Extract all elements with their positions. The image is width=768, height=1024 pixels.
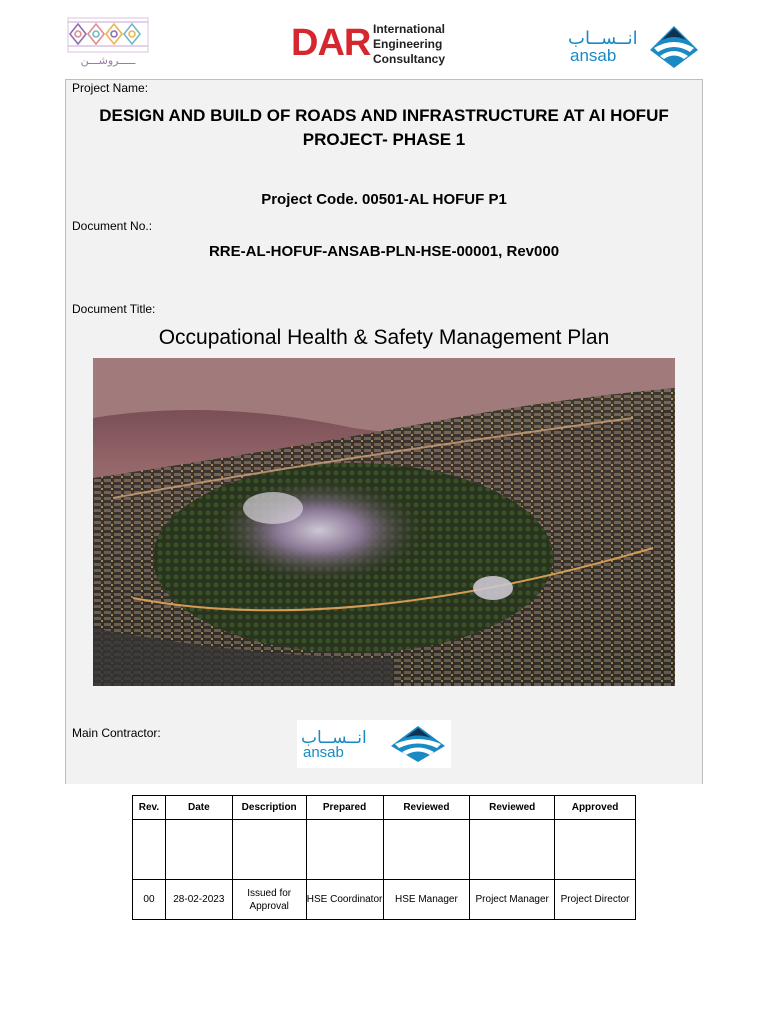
ansab-wave-icon xyxy=(389,724,447,764)
project-name-line2: PROJECT- PHASE 1 xyxy=(302,130,466,149)
column-header-approved: Approved xyxy=(555,796,636,820)
cell-prepared: HSE Coordinator xyxy=(306,880,383,920)
revision-table xyxy=(132,795,636,920)
project-code: Project Code. 00501-AL HOFUF P1 xyxy=(261,191,507,208)
dar-logo-word: DAR xyxy=(291,22,371,64)
cell-rev: 00 xyxy=(133,880,166,920)
column-header-reviewed: Reviewed xyxy=(383,796,470,820)
contractor-logo-english: ansab xyxy=(303,744,344,761)
ansab-wave-icon xyxy=(648,24,700,70)
aerial-city-image xyxy=(93,358,675,686)
document-title-label: Document Title: xyxy=(72,302,156,316)
document-header xyxy=(0,14,768,74)
column-header-rev: Rev. xyxy=(133,796,166,820)
ansab-logo-english: ansab xyxy=(570,46,617,65)
table-row-empty xyxy=(133,820,636,880)
main-contractor-label: Main Contractor: xyxy=(72,726,161,740)
aerial-city-rendering xyxy=(93,358,675,686)
project-name-label: Project Name: xyxy=(72,81,149,95)
document-no-label: Document No.: xyxy=(72,219,153,233)
project-name-line1: DESIGN AND BUILD OF ROADS AND INFRASTRUCTURE AT Al HOFUF xyxy=(99,106,669,125)
table-row xyxy=(133,880,636,920)
cell-reviewed-2: Project Manager xyxy=(470,880,555,920)
column-header-prepared: Prepared xyxy=(306,796,383,820)
main-contractor-logo xyxy=(297,720,451,768)
column-header-reviewed-2: Reviewed xyxy=(470,796,555,820)
contractor-logo-arabic: انــســاب xyxy=(301,728,367,748)
column-header-date: Date xyxy=(165,796,232,820)
roshn-pattern-icon xyxy=(66,16,150,54)
column-header-description: Description xyxy=(232,796,306,820)
roshn-logo xyxy=(66,16,150,68)
revision-table-header xyxy=(133,796,636,820)
roshn-logo-text: ـــــروشـــن xyxy=(80,54,136,67)
dar-logo-subtitle: International Engineering Consultancy xyxy=(373,22,446,66)
cell-reviewed: HSE Manager xyxy=(383,880,470,920)
document-title: Occupational Health & Safety Management Plan xyxy=(158,326,610,349)
cell-date: 28-02-2023 xyxy=(165,880,232,920)
ansab-logo-arabic: انــســاب xyxy=(568,28,638,49)
cover-panel xyxy=(65,79,703,784)
ansab-logo xyxy=(568,22,700,72)
document-number: RRE-AL-HOFUF-ANSAB-PLN-HSE-00001, Rev000 xyxy=(208,243,560,260)
cell-description: Issued for Approval xyxy=(232,880,306,920)
project-name xyxy=(66,104,702,152)
cell-approved: Project Director xyxy=(555,880,636,920)
